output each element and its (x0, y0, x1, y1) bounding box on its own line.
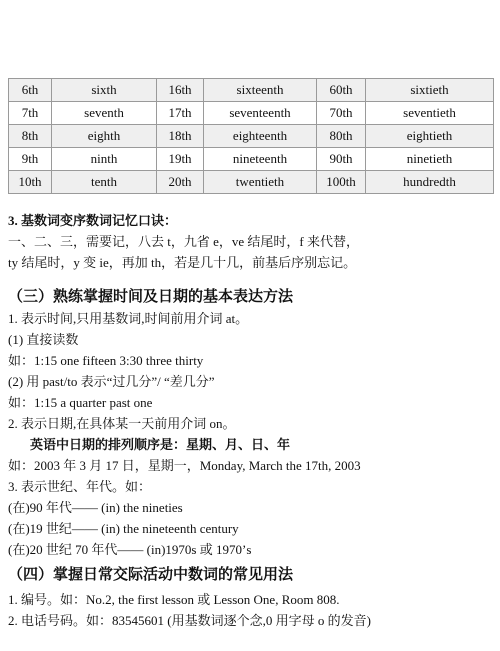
part-4-heading: （四）掌握日常交际活动中数词的常见用法 (8, 567, 294, 583)
table-cell: 100th (317, 171, 366, 194)
table-cell: 20th (157, 171, 204, 194)
paragraph-line: (在)20 世纪 70 年代—— (in)1970s 或 1970’s (8, 542, 252, 557)
table-cell: seventh (52, 102, 157, 125)
table-row (9, 171, 494, 194)
table-cell: 70th (317, 102, 366, 125)
table-row (9, 148, 494, 171)
table-cell: 19th (157, 148, 204, 171)
table-cell: eighth (52, 125, 157, 148)
date-order-line: 英语中日期的排列顺序是：星期、月、日、年 (30, 437, 291, 452)
table-cell: sixth (52, 79, 157, 102)
table-cell: tenth (52, 171, 157, 194)
mnemonic-line-1: 一、二、三，需要记，八去 t，九省 e，ve 结尾时，f 来代替， (8, 234, 359, 249)
table-cell: ninth (52, 148, 157, 171)
table-row (9, 125, 494, 148)
paragraph-line: 2. 表示日期,在具体某一天前用介词 on。 (8, 416, 236, 431)
table-cell: eighteenth (204, 125, 317, 148)
table-cell: 90th (317, 148, 366, 171)
paragraph-line: (2) 用 past/to 表示“过几分”/ “差几分” (8, 374, 215, 389)
section-3-title: 3. 基数词变序数词记忆口诀： (8, 213, 178, 228)
table-cell: 17th (157, 102, 204, 125)
table-cell: eightieth (366, 125, 494, 148)
table-cell: seventeenth (204, 102, 317, 125)
table-cell: sixteenth (204, 79, 317, 102)
paragraph-line: 1. 编号。如：No.2, the first lesson 或 Lesson One, Room 808. (8, 592, 340, 607)
table-cell: 8th (9, 125, 52, 148)
table-cell: 16th (157, 79, 204, 102)
table-cell: 80th (317, 125, 366, 148)
table-cell: ninetieth (366, 148, 494, 171)
paragraph-line: 如：1:15 a quarter past one (8, 395, 153, 410)
paragraph-line: 如：2003 年 3 月 17 日，星期一，Monday, March the 17th, 2003 (8, 458, 361, 473)
table-cell: 6th (9, 79, 52, 102)
paragraph-line: 1. 表示时间,只用基数词,时间前用介词 at。 (8, 311, 249, 326)
mnemonic-line-2: ty 结尾时，y 变 ie，再加 th，若是几十几，前基后序别忘记。 (8, 255, 357, 270)
paragraph-line: (在)19 世纪—— (in) the nineteenth century (8, 521, 239, 536)
paragraph-line: 2. 电话号码。如：83545601 (用基数词逐个念,0 用字母 o 的发音) (8, 613, 371, 628)
table-row (9, 102, 494, 125)
table-row (9, 79, 494, 102)
table-cell: 9th (9, 148, 52, 171)
table-cell: 10th (9, 171, 52, 194)
paragraph-line: 如：1:15 one fifteen 3:30 three thirty (8, 353, 204, 368)
table-cell: 7th (9, 102, 52, 125)
part-3-heading: （三）熟练掌握时间及日期的基本表达方法 (8, 289, 294, 305)
table-cell: nineteenth (204, 148, 317, 171)
table-cell: 18th (157, 125, 204, 148)
paragraph-line: 3. 表示世纪、年代。如： (8, 479, 152, 494)
ordinal-numbers-table (8, 78, 494, 194)
table-cell: sixtieth (366, 79, 494, 102)
paragraph-line: (在)90 年代—— (in) the nineties (8, 500, 183, 515)
paragraph-line: (1) 直接读数 (8, 332, 79, 347)
table-cell: seventieth (366, 102, 494, 125)
table-cell: twentieth (204, 171, 317, 194)
table-cell: 60th (317, 79, 366, 102)
table-cell: hundredth (366, 171, 494, 194)
